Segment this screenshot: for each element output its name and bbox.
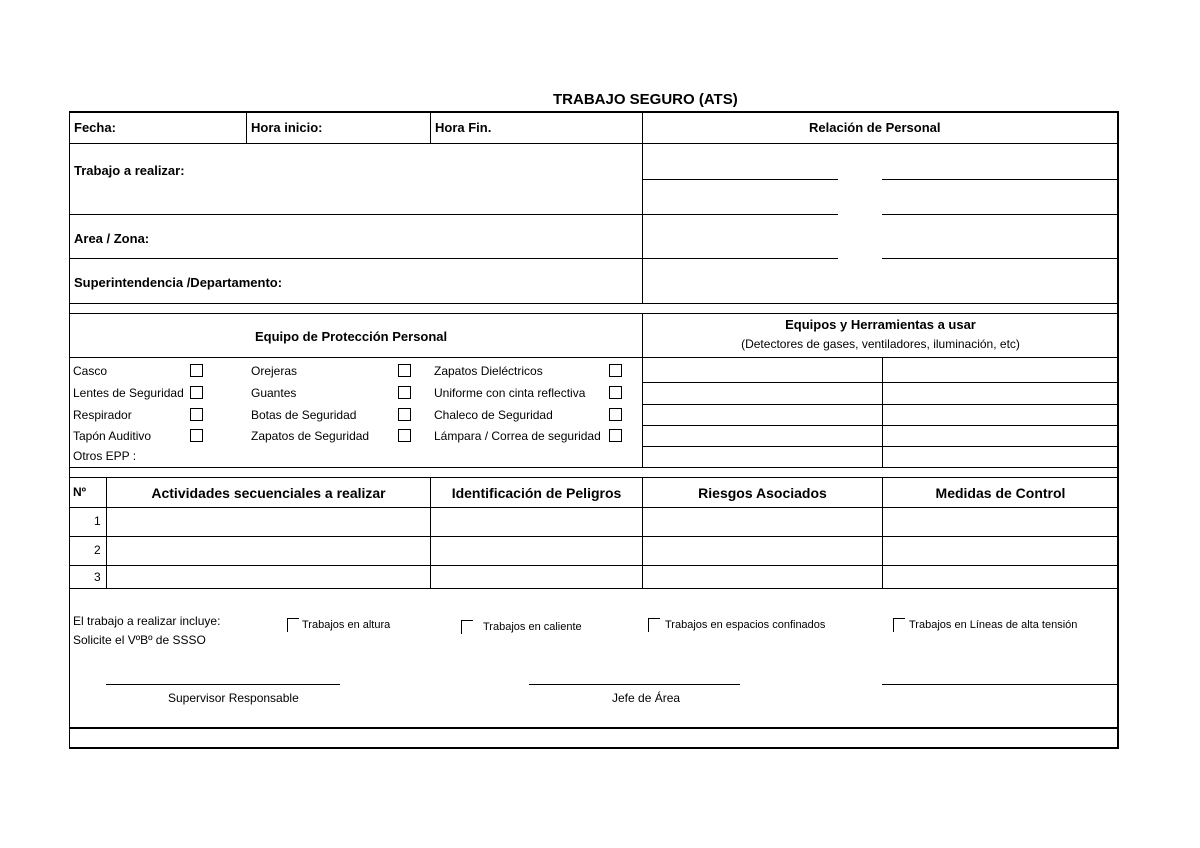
solicite-text: Solicite el VºBº de SSSO — [73, 633, 206, 647]
epp-item: Tapón Auditivo — [73, 429, 152, 443]
row-number: 3 — [94, 570, 101, 584]
divider-mid — [642, 111, 643, 304]
personal-line — [643, 179, 838, 180]
trabajo-label: Trabajo a realizar: — [74, 163, 185, 178]
fecha-label: Fecha: — [74, 120, 116, 135]
col-header-riesgos: Riesgos Asociados — [698, 485, 827, 501]
superintendencia-label: Superintendencia /Departamento: — [74, 275, 283, 290]
row-number: 1 — [94, 514, 101, 528]
relacion-personal-label: Relación de Personal — [809, 120, 941, 135]
option-label: Trabajos en Líneas de alta tensión — [909, 619, 1078, 631]
epp-item: Orejeras — [251, 364, 298, 378]
epp-item: Lámpara / Correa de seguridad — [434, 429, 601, 443]
signature-line — [106, 684, 340, 685]
confinados-checkbox[interactable] — [648, 618, 660, 632]
hora-fin-label: Hora Fin. — [435, 120, 492, 135]
col-header-num: Nº — [73, 485, 87, 499]
hora-inicio-label: Hora inicio: — [251, 120, 323, 135]
frame-top — [69, 111, 1118, 113]
col-header-actividades: Actividades secuenciales a realizar — [151, 485, 386, 501]
otros-epp-label: Otros EPP : — [73, 449, 137, 463]
respirador-checkbox[interactable] — [190, 408, 203, 421]
epp-item: Casco — [73, 364, 108, 378]
lentes-checkbox[interactable] — [190, 386, 203, 399]
signature-line — [529, 684, 740, 685]
personal-line — [882, 179, 1118, 180]
casco-checkbox[interactable] — [190, 364, 203, 377]
epp-item: Zapatos de Seguridad — [251, 429, 370, 443]
epp-item: Guantes — [251, 386, 297, 400]
row-number: 2 — [94, 543, 101, 557]
personal-line — [882, 214, 1118, 215]
epp-item: Botas de Seguridad — [251, 408, 357, 422]
frame-left — [69, 111, 70, 748]
tapon-checkbox[interactable] — [190, 429, 203, 442]
zapatos-checkbox[interactable] — [398, 429, 411, 442]
guantes-checkbox[interactable] — [398, 386, 411, 399]
personal-line — [882, 258, 1118, 259]
form-title: TRABAJO SEGURO (ATS) — [553, 91, 738, 108]
option-label: Trabajos en altura — [302, 619, 391, 631]
epp-item: Chaleco de Seguridad — [434, 408, 553, 422]
altura-checkbox[interactable] — [287, 618, 299, 632]
equipos-title: Equipos y Herramientas a usar — [785, 317, 976, 332]
botas-checkbox[interactable] — [398, 408, 411, 421]
area-label: Area / Zona: — [74, 231, 150, 246]
orejeras-checkbox[interactable] — [398, 364, 411, 377]
chaleco-checkbox[interactable] — [609, 408, 622, 421]
jefe-area-label: Jefe de Área — [612, 691, 681, 705]
frame-right — [1117, 111, 1119, 748]
supervisor-label: Supervisor Responsable — [168, 691, 299, 705]
personal-line — [643, 258, 838, 259]
epp-item: Uniforme con cinta reflectiva — [434, 386, 586, 400]
uniforme-checkbox[interactable] — [609, 386, 622, 399]
equipos-subtitle: (Detectores de gases, ventiladores, iluminación, etc) — [741, 337, 1020, 351]
epp-item: Lentes de Seguridad — [73, 386, 184, 400]
lampara-checkbox[interactable] — [609, 429, 622, 442]
signature-line — [882, 684, 1118, 685]
col-header-peligros: Identificación de Peligros — [451, 485, 622, 501]
option-label: Trabajos en caliente — [483, 621, 582, 633]
dielectricos-checkbox[interactable] — [609, 364, 622, 377]
incluye-text: El trabajo a realizar incluye: — [73, 614, 221, 628]
alta-tension-checkbox[interactable] — [893, 618, 905, 632]
frame-bottom — [69, 747, 1119, 749]
epp-item: Zapatos Dieléctricos — [434, 364, 543, 378]
personal-line — [643, 214, 838, 215]
col-header-medidas: Medidas de Control — [935, 485, 1066, 501]
epp-title: Equipo de Protección Personal — [255, 329, 448, 344]
caliente-checkbox[interactable] — [461, 620, 473, 634]
epp-item: Respirador — [73, 408, 132, 422]
option-label: Trabajos en espacios confinados — [665, 619, 826, 631]
